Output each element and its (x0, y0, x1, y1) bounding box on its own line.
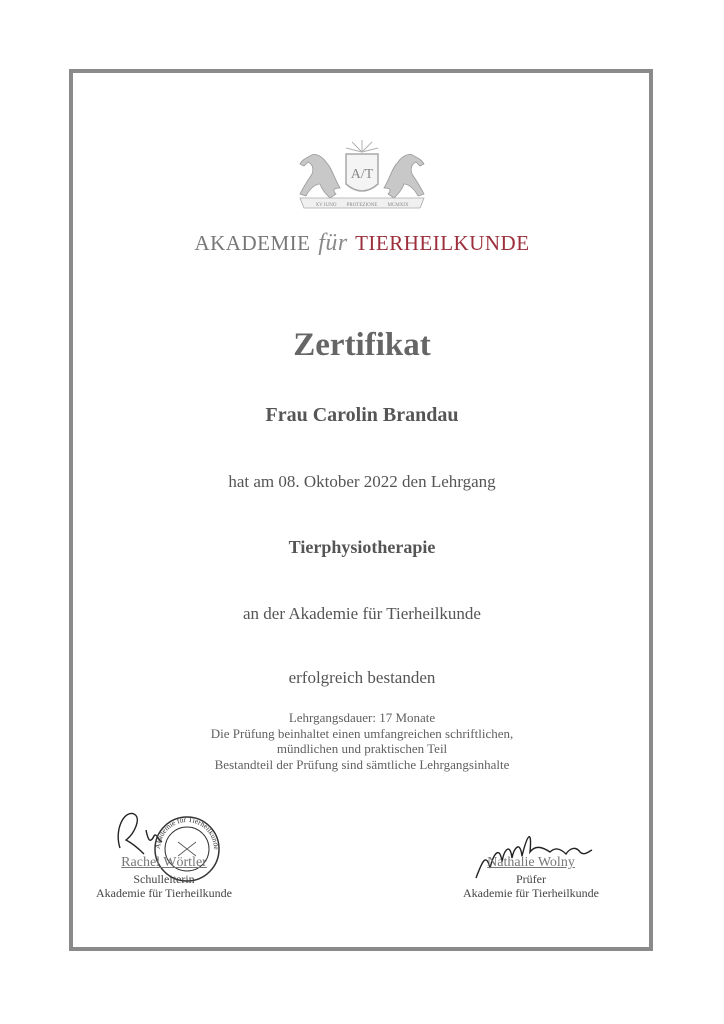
signer-org-right: Akademie für Tierheilkunde (463, 886, 599, 900)
brand-word-fuer: für (318, 230, 348, 256)
academy-brand-name (0, 230, 724, 257)
completion-date-line: hat am 08. Oktober 2022 den Lehrgang (228, 472, 496, 491)
academy-crest-logo (290, 138, 434, 214)
certificate-title: Zertifikat (293, 327, 431, 363)
stamp-text: Akademie für Tierheilkunde (152, 814, 222, 850)
crest-banner-right: MCMXIX (387, 203, 409, 208)
right-signature-block (455, 856, 607, 900)
left-signature-block (88, 856, 240, 900)
course-name: Tierphysiotherapie (288, 537, 436, 557)
signer-org-left: Akademie für Tierheilkunde (96, 886, 232, 900)
signer-name-right: Nathalie Wolny (487, 855, 575, 870)
svg-text:Akademie für Tierheilkunde (153, 815, 221, 850)
signer-name-left: Rachel Wörtler (121, 855, 207, 870)
detail-line: Bestandteil der Prüfung sind sämtliche Lehrgangsinhalte (214, 756, 510, 772)
detail-line: mündlichen und praktischen Teil (276, 741, 448, 756)
crest-letters: A/T (350, 167, 374, 182)
course-details (0, 710, 724, 772)
crest-banner-mid: PROTEZIONE (346, 203, 378, 208)
detail-line: Lehrgangsdauer: 17 Monate (288, 710, 436, 725)
result-line: erfolgreich bestanden (288, 668, 436, 687)
crest-banner-left: XV IUNO (315, 203, 337, 208)
recipient-name: Frau Carolin Brandau (265, 404, 459, 426)
brand-word-akademie: AKADEMIE (194, 231, 311, 255)
signer-role-left: Schulleiterin (133, 872, 195, 886)
institution-line: an der Akademie für Tierheilkunde (243, 604, 481, 623)
signer-role-right: Prüfer (516, 872, 546, 886)
brand-word-tierheilkunde: TIERHEILKUNDE (355, 231, 530, 255)
detail-line: Die Prüfung beinhaltet einen umfangreichen schriftlichen, (210, 725, 514, 741)
